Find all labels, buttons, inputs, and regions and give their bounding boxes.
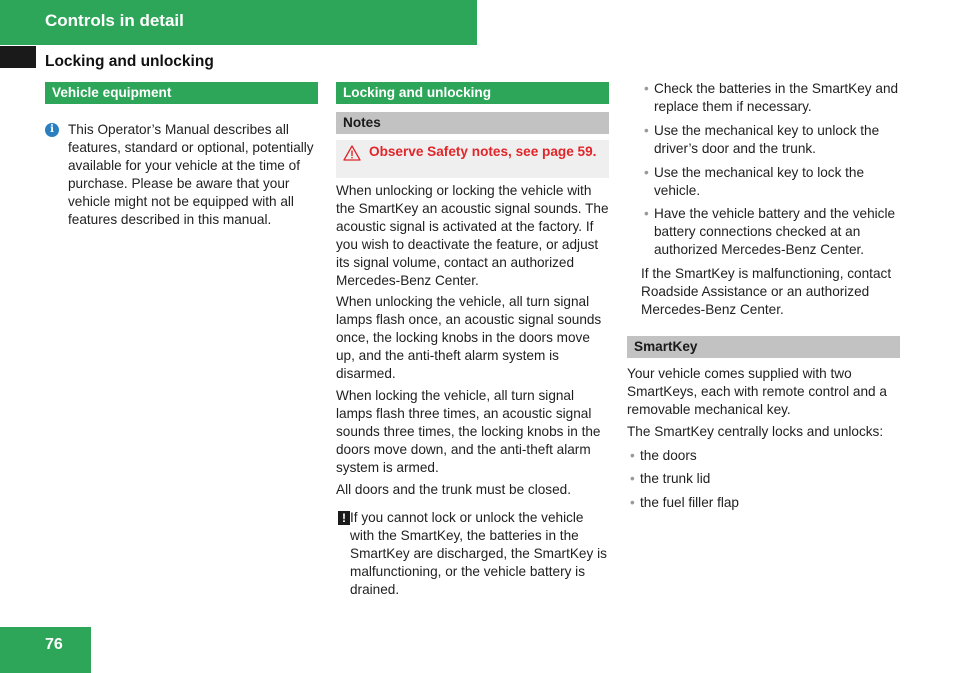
paragraph: When unlocking or locking the vehicle with the SmartKey an acoustic signal sounds. The acoustic signal is activated at the factory. If you wish to deactivate the feature, or adjust its signal volume, contact an authorized Mercedes-Benz Center.	[336, 183, 609, 288]
notes-heading: Notes	[336, 112, 609, 134]
smartkey-heading: SmartKey	[627, 336, 900, 358]
list-item: • the trunk lid	[630, 471, 711, 487]
list-item: • Check the batteries in the SmartKey and replace them if necessary.	[644, 81, 899, 114]
bullet-dot-icon: •	[630, 471, 635, 487]
warning-text: Observe Safety notes, see page 59.	[369, 144, 597, 159]
column-3	[627, 82, 900, 518]
bullet-dot-icon: •	[644, 206, 649, 222]
column-1	[45, 82, 318, 228]
info-icon: i	[45, 123, 59, 137]
vehicle-equipment-heading: Vehicle equipment	[45, 82, 318, 104]
caution-text: If you cannot lock or unlock the vehicle with the SmartKey, the batteries in the SmartKey are discharged, the SmartKey is malfunctioning, or the vehicle battery is drained.	[350, 510, 607, 598]
bullet-dot-icon: •	[644, 164, 649, 180]
page-number: 76	[45, 636, 63, 653]
warning-triangle-icon	[343, 145, 361, 161]
bullet-dot-icon: •	[630, 447, 635, 463]
bullet-dot-icon: •	[644, 122, 649, 138]
section-title: Locking and unlocking	[45, 53, 214, 70]
page-number-box	[0, 627, 91, 673]
chapter-header-bar	[0, 0, 477, 45]
bullet-dot-icon: •	[644, 81, 649, 96]
malfunction-text: If the SmartKey is malfunctioning, contact Roadside Assistance or an authorized Mercedes-Benz Center.	[641, 266, 892, 317]
exclamation-icon: !	[338, 511, 350, 525]
paragraph: When unlocking the vehicle, all turn signal lamps flash once, an acoustic signal sounds once, the locking knobs in the doors move up, and the anti-theft alarm system is disarmed.	[336, 294, 602, 382]
chapter-title: Controls in detail	[45, 11, 184, 30]
smartkey-paragraph: The SmartKey centrally locks and unlocks:	[627, 423, 884, 439]
smartkey-paragraph: Your vehicle comes supplied with two SmartKeys, each with remote control and a removable mechanical key.	[627, 365, 887, 417]
paragraph: When locking the vehicle, all turn signal lamps flash three times, an acoustic signal sounds three times, the locking knobs in the doors move down, and the anti-theft alarm system is armed.	[336, 387, 601, 475]
list-item: • Use the mechanical key to lock the vehicle.	[644, 164, 865, 198]
caution-note	[336, 509, 609, 599]
paragraph: All doors and the trunk must be closed.	[336, 481, 571, 497]
list-item: • the doors	[630, 447, 697, 463]
list-item: • Have the vehicle battery and the vehicle battery connections checked at an authorized Mercedes-Benz Center.	[644, 206, 896, 258]
info-text: This Operator’s Manual describes all features, standard or optional, potentially available for your vehicle at the time of purchase. Please be aware that your vehicle might not be equipped with all features described in this manual.	[68, 122, 314, 227]
list-item: • Use the mechanical key to unlock the driver’s door and the trunk.	[644, 122, 880, 156]
bullet-dot-icon: •	[630, 495, 635, 511]
chapter-side-tab	[0, 46, 36, 68]
column-2	[336, 82, 609, 599]
action-bullet-list	[627, 80, 900, 259]
list-item: • the fuel filler flap	[630, 495, 739, 511]
warning-box	[336, 140, 609, 178]
locking-unlocking-heading: Locking and unlocking	[336, 82, 609, 104]
info-note	[45, 121, 318, 228]
smartkey-bullet-list	[627, 447, 900, 513]
